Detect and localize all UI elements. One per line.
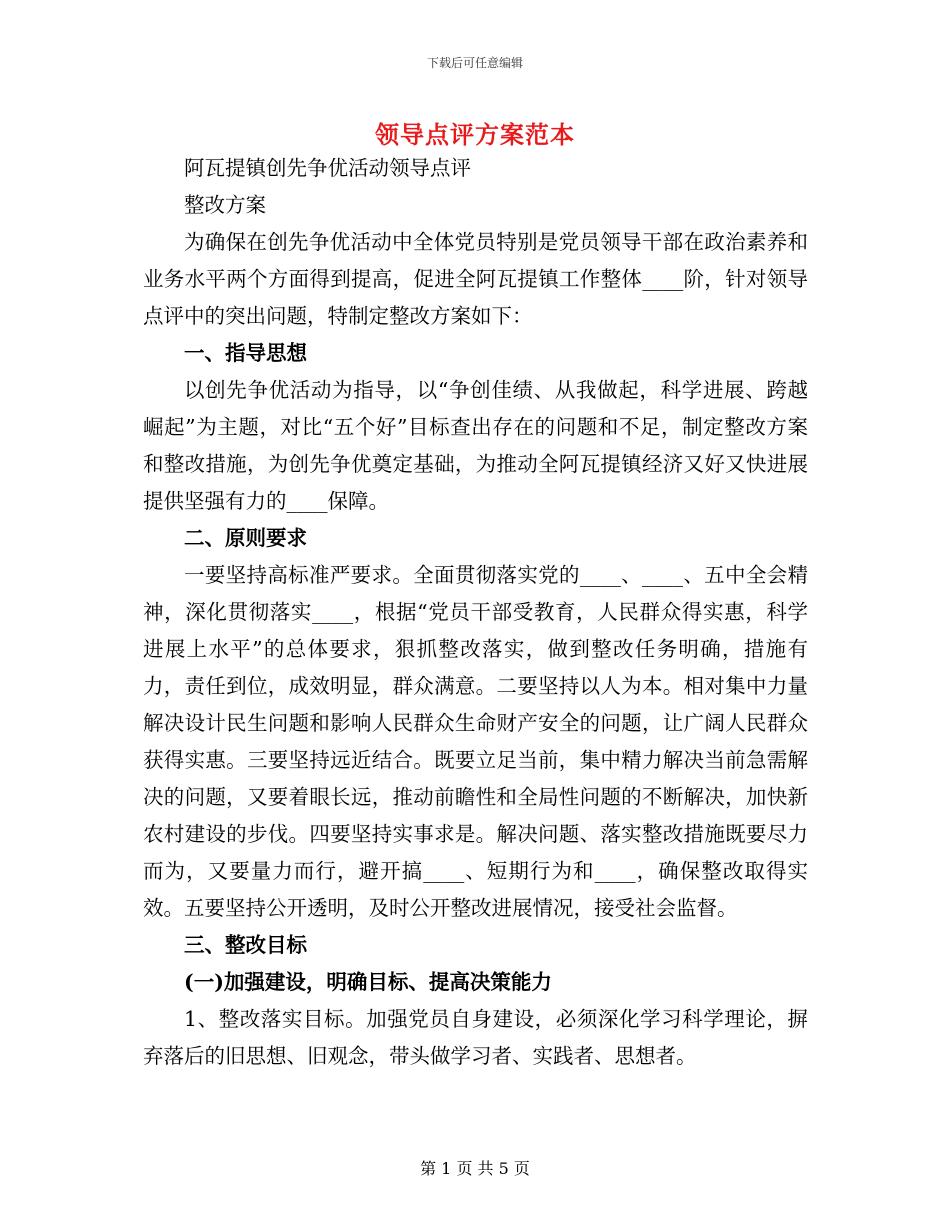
section-heading-guiding-thought: 一、指导思想 bbox=[184, 341, 307, 365]
subtitle-line-1: 阿瓦提镇创先争优活动领导点评 bbox=[184, 156, 471, 180]
section-heading-goals: 三、整改目标 bbox=[184, 933, 307, 957]
page-number: 第 1 页 共 5 页 bbox=[420, 1159, 530, 1178]
item-paragraph-1: 1、整改落实目标。加强党员自身建设，必须深化学习科学理论，摒弃落后的旧思想、旧观念，带头做学习者、实践者、思想者。 bbox=[143, 1007, 808, 1068]
document-body bbox=[143, 150, 808, 1075]
intro-paragraph: 为确保在创先争优活动中全体党员特别是党员领导干部在政治素养和业务水平两个方面得到提高，促进全阿瓦提镇工作整体____阶，针对领导点评中的突出问题，特制定整改方案如下： bbox=[143, 230, 808, 328]
section-heading-principles: 二、原则要求 bbox=[184, 526, 307, 550]
header-note: 下载后可任意编辑 bbox=[426, 56, 523, 70]
section-paragraph-principles: 一要坚持高标准严要求。全面贯彻落实党的____、____、五中全会精神，深化贯彻落实____，根据“党员干部受教育，人民群众得实惠，科学进展上水平”的总体要求，狠抓整改落实，做到整改任务明确，措施有力，责任到位，成效明显，群众满意。二要坚持以人为本。相对集中力量解决设计民生问题和影响人民群众生命财产安全的问题，让广阔人民群众获得实惠。三要坚持远近结合。既要立足当前，集中精力解决当前急需解决的问题，又要着眼长远，推动前瞻性和全局性问题的不断解决，加快新农村建设的步伐。四要坚持实事求是。解决问题、落实整改措施既要尽力而为，又要量力而行，避开搞____、短期行为和____，确保整改取得实效。五要坚持公开透明，及时公开整改进展情况，接受社会监督。 bbox=[143, 563, 808, 920]
document-title: 领导点评方案范本 bbox=[375, 120, 575, 149]
subsection-heading-strengthen: (一)加强建设，明确目标、提高决策能力 bbox=[184, 970, 552, 994]
subtitle-line-2: 整改方案 bbox=[184, 193, 266, 217]
section-paragraph-guiding-thought: 以创先争优活动为指导，以“争创佳绩、从我做起，科学进展、跨越崛起”为主题，对比“五个好”目标查出存在的问题和不足，制定整改方案和整改措施，为创先争优奠定基础，为推动全阿瓦提镇经济又好又快进展提供坚强有力的____保障。 bbox=[143, 378, 808, 513]
